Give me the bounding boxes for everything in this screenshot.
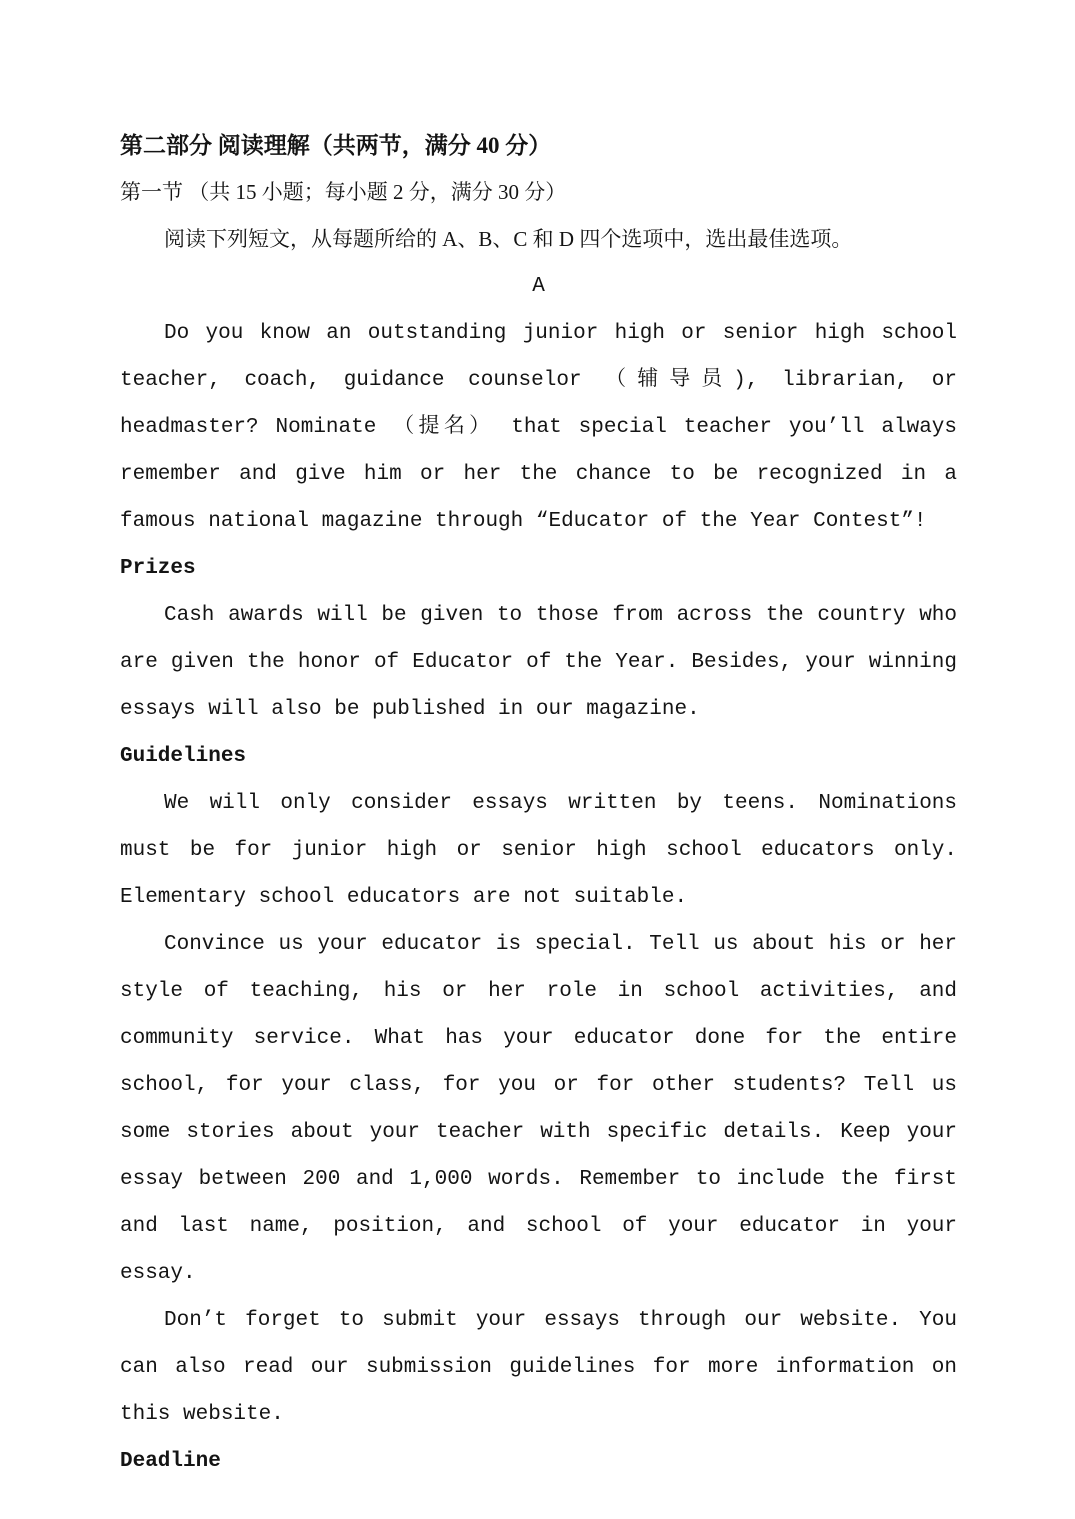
- paragraph-guidelines-2: Convince us your educator is special. Tell us about his or her style of teaching, his or her role in school activities, and community service. What has your educator done for the entire school, for your class, for you or for other students? Tell us some stories about your teacher with specific details. Keep your essay between 200 and 1,000 words. Remember to include the first and last name, position, and school of your educator in your essay.: [120, 933, 957, 1285]
- passage-letter: A: [532, 275, 545, 298]
- paragraph-guidelines-1: We will only consider essays written by teens. Nominations must be for junior high or senior high school educators only. Elementary school educators are not suitable.: [120, 792, 957, 909]
- paragraph-prizes: Cash awards will be given to those from across the country who are given the honor of Educator of the Year. Besides, your winning essays will also be published in our magazine.: [120, 604, 957, 721]
- heading-deadline: Deadline: [120, 1450, 221, 1473]
- heading-guidelines: Guidelines: [120, 745, 247, 768]
- instructions-text: 阅读下列短文，从每题所给的 A、B、C 和 D 四个选项中，选出最佳选项。: [164, 227, 853, 251]
- section-title: 第二部分 阅读理解（共两节，满分 40 分）: [120, 133, 552, 158]
- passage-paragraph-intro: Do you know an outstanding junior high or senior high school teacher, coach, guidance counselor （辅导员), librarian, or headmaster? Nominate （提名） that special teacher you’ll always remember and give him or her the chance to be recognized in a famous national magazine through “Educator of the Year Contest”!: [120, 322, 957, 533]
- subsection-title: 第一节 （共 15 小题；每小题 2 分，满分 30 分）: [120, 180, 567, 204]
- paragraph-submission: Don’t forget to submit your essays through our website. You can also read our submission guidelines for more information on this website.: [120, 1309, 957, 1426]
- heading-prizes: Prizes: [120, 557, 196, 580]
